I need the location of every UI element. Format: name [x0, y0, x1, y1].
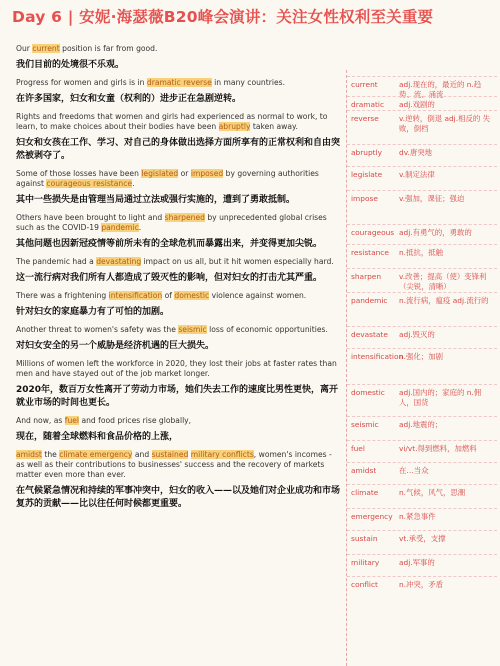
highlighted-word: dramatic reverse	[146, 78, 212, 87]
vocab-item	[351, 80, 497, 100]
vocab-definition: adj.国内的；家庭的 n.佣人，国货	[399, 388, 482, 407]
text-segment: Rights and freedoms that women and girls had experienced as normal to work, to learn, to make choices about their bodies have been	[16, 112, 328, 131]
english-sentence	[16, 78, 340, 88]
chinese-translation: 这一流行病对我们所有人都造成了毁灭性的影响，但对妇女的打击尤其严重。	[16, 273, 323, 283]
highlighted-word: intensification	[108, 291, 163, 300]
vocab-word: intensification	[351, 352, 404, 361]
vocab-word: legislate	[351, 170, 383, 179]
vocab-word: pandemic	[351, 296, 388, 305]
vocab-item	[351, 170, 497, 180]
text-segment: by unprecedented global crises such as the COVID-19	[16, 213, 327, 232]
vocab-definition: n.强化；加剧	[399, 352, 443, 361]
english-sentence	[16, 112, 340, 132]
vocab-word: climate	[351, 488, 379, 497]
page-title: Day 6 | 安妮·海瑟薇B20峰会演讲：关注女性权利至关重要	[12, 8, 434, 26]
vocab-definition: adj.有勇气的，勇敢的	[399, 228, 472, 237]
chinese-translation: 妇女和女孩在工作、学习、对自己的身体做出选择方面所享有的正常权利和自由突然被剥夺了。	[16, 138, 341, 161]
text-segment: impact on us all, but it hit women especially hard.	[141, 257, 334, 266]
divider	[347, 76, 497, 77]
vocab-word: courageous	[351, 228, 395, 237]
vocab-item	[351, 512, 497, 522]
vocab-word: devastate	[351, 330, 388, 339]
vocab-word: dramatic	[351, 100, 385, 109]
highlighted-word: domestic	[174, 291, 210, 300]
highlighted-word: devastating	[96, 257, 142, 266]
vocab-word: resistance	[351, 248, 389, 257]
english-sentence	[16, 359, 340, 379]
divider	[347, 268, 497, 269]
vocab-definition: v.逆转，倒退 adj.相反的 失败，倒档	[399, 114, 490, 133]
divider	[347, 576, 497, 577]
vocab-item	[351, 330, 497, 340]
vocab-definition: adj.现在的，最近的 n.趋势、流、涌流	[399, 80, 482, 99]
highlighted-word: sharpened	[164, 213, 205, 222]
english-sentence	[16, 325, 340, 335]
vocab-word: abruptly	[351, 148, 382, 157]
text-segment: And now, as	[16, 416, 65, 425]
chinese-translation: 我们目前的处境很不乐观。	[16, 60, 125, 70]
highlighted-word: fuel	[64, 416, 80, 425]
vocab-definition: adj.毁灭的	[399, 330, 435, 339]
divider	[347, 554, 497, 555]
vocab-item	[351, 100, 497, 110]
vocabulary-sidebar	[346, 70, 497, 666]
divider	[347, 416, 497, 417]
highlighted-word: climate emergency	[59, 450, 133, 459]
text-segment: Millions of women left the workforce in 2020, they lost their jobs at faster rates than men and have stayed out of the job market longer.	[16, 359, 337, 378]
highlighted-word: seismic	[178, 325, 207, 334]
highlighted-word: courageous resistance	[46, 179, 133, 188]
english-sentence	[16, 44, 340, 54]
vocab-word: seismic	[351, 420, 379, 429]
text-segment: loss of economic opportunities.	[206, 325, 328, 334]
text-segment: in many countries.	[211, 78, 285, 87]
vocab-item	[351, 488, 497, 498]
text-segment: There was a frightening	[16, 291, 109, 300]
vocab-word: sharpen	[351, 272, 382, 281]
chinese-translation: 在许多国家，妇女和女童（权利的）进步正在急剧逆转。	[16, 94, 242, 104]
vocab-word: conflict	[351, 580, 378, 589]
text-segment: position is far from good.	[59, 44, 158, 53]
vocab-definition: vt.承受，支撑	[399, 534, 446, 543]
vocab-item	[351, 580, 497, 590]
english-sentence	[16, 416, 340, 426]
chinese-translation: 其他问题也因新冠疫情等前所未有的全球危机而暴露出来，并变得更加尖锐。	[16, 239, 323, 249]
divider	[347, 348, 497, 349]
vocab-word: domestic	[351, 388, 385, 397]
text-segment: Others have been brought to light and	[16, 213, 165, 222]
vocab-item	[351, 296, 497, 306]
divider	[347, 440, 497, 441]
chinese-translation: 2020年，数百万女性离开了劳动力市场，她们失去工作的速度比男性更快，离开就业市场的时间也更长。	[16, 385, 339, 408]
vocab-definition: vi/vt.得到燃料，加燃料	[399, 444, 477, 453]
english-sentence	[16, 257, 340, 267]
vocab-item	[351, 534, 497, 544]
vocab-definition: v.强加，课征；强迫	[399, 194, 465, 203]
vocab-definition: dv.唐突地	[399, 148, 433, 157]
divider	[347, 110, 497, 111]
highlighted-word: sustained	[151, 450, 189, 459]
highlighted-word: abruptly	[218, 122, 251, 131]
vocab-item	[351, 444, 497, 454]
bilingual-text	[16, 38, 340, 511]
vocab-item	[351, 228, 497, 238]
text-segment: and food prices rise globally,	[79, 416, 192, 425]
vocab-definition: v.改善；提高（使）变锋利（尖锐，清晰）	[399, 272, 487, 291]
vocab-definition: adj.地震的；	[399, 420, 443, 429]
divider	[347, 244, 497, 245]
vocab-definition: n.流行病，瘟疫 adj.流行的	[399, 296, 489, 305]
text-segment: taken away.	[250, 122, 298, 131]
vocab-definition: n.冲突，矛盾	[399, 580, 443, 589]
divider	[347, 166, 497, 167]
vocab-item	[351, 194, 497, 204]
highlighted-word: current	[32, 44, 60, 53]
text-segment: .	[138, 223, 142, 232]
vocab-item	[351, 248, 497, 258]
text-segment: violence against women.	[209, 291, 307, 300]
chinese-translation: 在气候紧急情况和持续的军事冲突中，妇女的收入——以及她们对企业成功和市场复苏的贡献——比以往任何时候都更重要。	[16, 486, 341, 509]
divider	[347, 326, 497, 327]
text-segment: Another threat to women's safety was the	[16, 325, 179, 334]
english-sentence	[16, 291, 340, 301]
chinese-translation: 对妇女安全的另一个威胁是经济机遇的巨大损失。	[16, 341, 215, 351]
vocab-definition: adj.戏剧的	[399, 100, 435, 109]
text-segment: .	[132, 179, 135, 188]
text-segment: the	[41, 450, 60, 459]
text-segment: , women's incomes - as well as their contributions to businesses' success and the recovery of markets matter even more than ever.	[16, 450, 332, 479]
chinese-translation: 其中一些损失是由管理当局通过立法或强行实施的，遭到了勇敢抵制。	[16, 195, 296, 205]
highlighted-word: amidst	[16, 450, 42, 459]
text-segment: of	[162, 291, 175, 300]
divider	[347, 484, 497, 485]
vocab-word: amidst	[351, 466, 377, 475]
english-sentence	[16, 169, 340, 189]
divider	[347, 144, 497, 145]
text-segment: and	[132, 450, 152, 459]
text-segment: by governing authorities against	[16, 169, 319, 188]
highlighted-word: pandemic	[101, 223, 139, 232]
divider	[347, 508, 497, 509]
vocab-definition: 在…当众	[399, 466, 429, 475]
text-segment: or	[178, 169, 191, 178]
vocab-definition: adj.军事的	[399, 558, 435, 567]
english-sentence	[16, 213, 340, 233]
vocab-item	[351, 272, 497, 292]
text-segment: Progress for women and girls is in	[16, 78, 147, 87]
vocab-item	[351, 466, 497, 476]
divider	[347, 190, 497, 191]
divider	[347, 292, 497, 293]
vocab-word: fuel	[351, 444, 365, 453]
divider	[347, 224, 497, 225]
vocab-item	[351, 388, 497, 408]
highlighted-word: military conflicts	[190, 450, 254, 459]
vocab-word: impose	[351, 194, 378, 203]
chinese-translation: 现在，随着全球燃料和食品价格的上涨，	[16, 432, 179, 442]
vocab-word: sustain	[351, 534, 378, 543]
divider	[347, 462, 497, 463]
vocab-item	[351, 420, 497, 430]
text-segment: Some of those losses have been	[16, 169, 142, 178]
vocab-item	[351, 352, 497, 362]
vocab-definition: n.紧急事件	[399, 512, 436, 521]
divider	[347, 384, 497, 385]
divider	[347, 96, 497, 97]
vocab-word: emergency	[351, 512, 393, 521]
vocab-definition: v.制定法律	[399, 170, 435, 179]
vocab-item	[351, 114, 497, 134]
chinese-translation: 针对妇女的家庭暴力有了可怕的加剧。	[16, 307, 170, 317]
english-sentence	[16, 450, 340, 480]
text-segment: Our	[16, 44, 33, 53]
vocab-item	[351, 148, 497, 158]
vocab-word: military	[351, 558, 380, 567]
vocab-word: reverse	[351, 114, 379, 123]
vocab-definition: n.抵抗，抵触	[399, 248, 443, 257]
text-segment: The pandemic had a	[16, 257, 97, 266]
vocab-item	[351, 558, 497, 568]
vocab-word: current	[351, 80, 378, 89]
divider	[347, 530, 497, 531]
highlighted-word: imposed	[190, 169, 224, 178]
vocab-definition: n.气候，风气，思潮	[399, 488, 466, 497]
highlighted-word: legislated	[141, 169, 179, 178]
